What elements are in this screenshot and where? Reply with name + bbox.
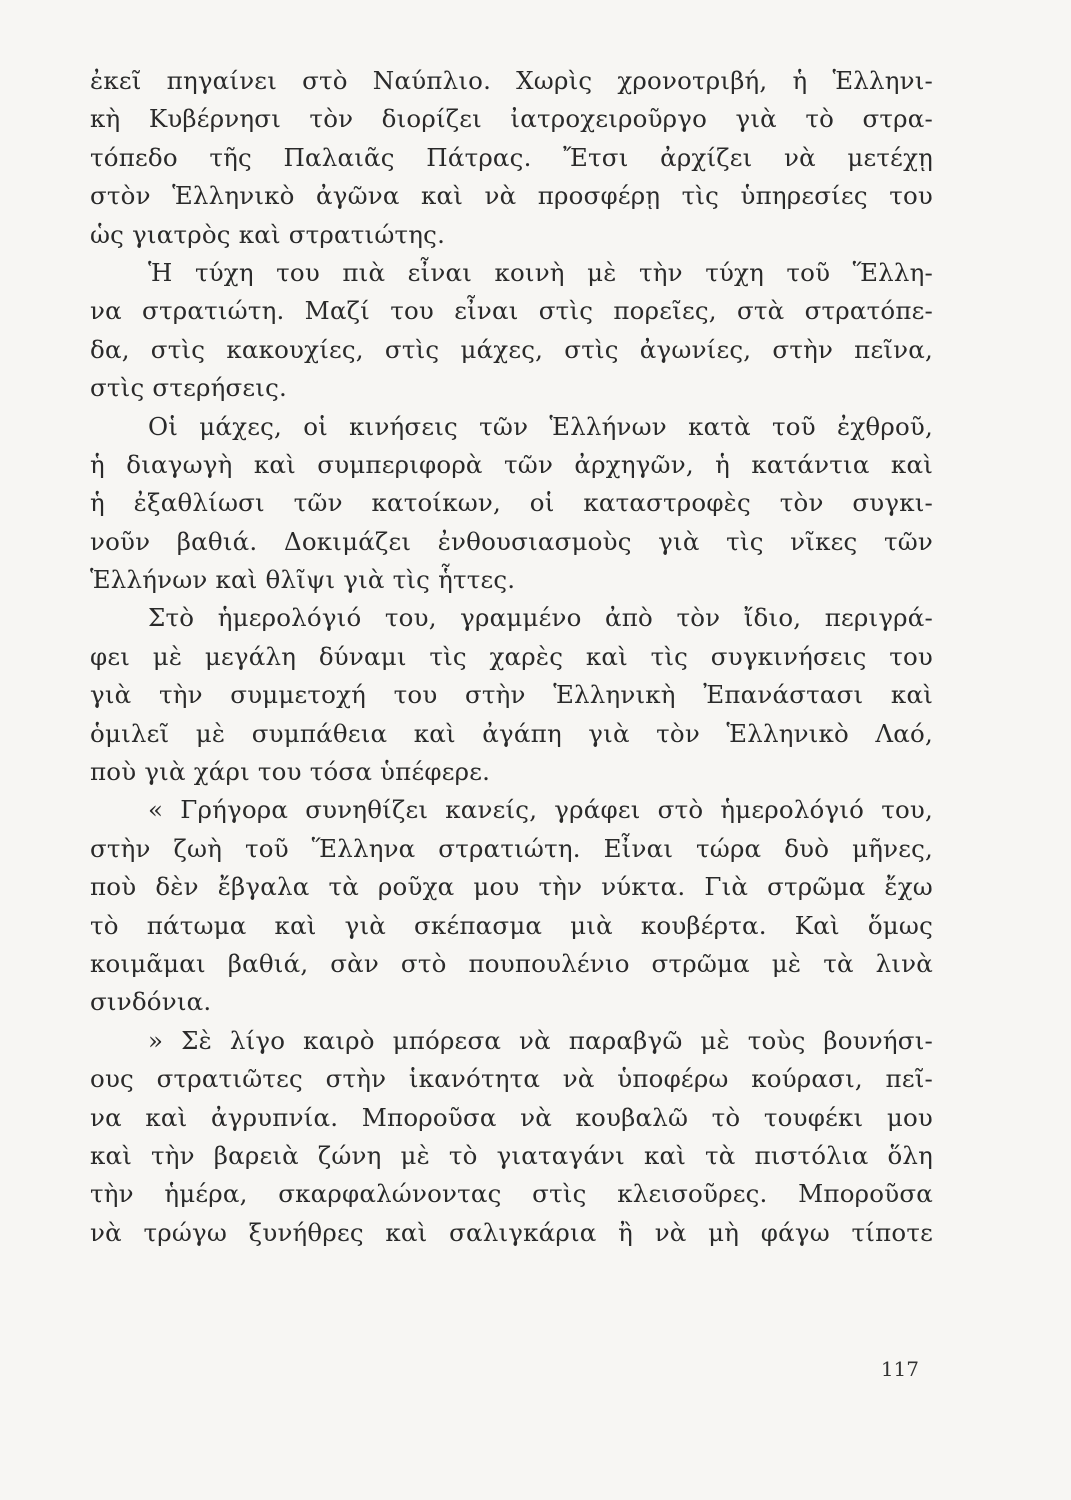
text-line: » Σὲ λίγο καιρὸ μπόρεσα νὰ παραβγῶ μὲ τοὺς βουνήσι- bbox=[148, 1025, 933, 1055]
text-line: ἡ διαγωγὴ καὶ συμπεριφορὰ τῶν ἀρχηγῶν, ἡ κατάντια καὶ bbox=[90, 449, 933, 479]
text-line: φει μὲ μεγάλη δύναμι τὶς χαρὲς καὶ τὶς συγκινήσεις του bbox=[90, 641, 933, 671]
text-line: Οἱ μάχες, οἱ κινήσεις τῶν Ἑλλήνων κατὰ τοῦ ἐχθροῦ, bbox=[148, 411, 933, 441]
text-line: ποὺ δὲν ἔβγαλα τὰ ροῦχα μου τὴν νύκτα. Γιὰ στρῶμα ἔχω bbox=[90, 872, 933, 902]
text-line: να στρατιώτη. Μαζί του εἶναι στὶς πορεῖες, στὰ στρατόπε- bbox=[90, 296, 933, 326]
text-line: « Γρήγορα συνηθίζει κανείς, γράφει στὸ ἡμερολόγιό του, bbox=[148, 795, 933, 825]
text-line: ὡς γιατρὸς καὶ στρατιώτης. bbox=[90, 219, 446, 249]
text-line: σινδόνια. bbox=[90, 987, 212, 1017]
text-line: στὴν ζωὴ τοῦ Ἕλληνα στρατιώτη. Εἶναι τώρα δυὸ μῆνες, bbox=[90, 833, 933, 863]
text-line: Ἡ τύχη του πιὰ εἶναι κοινὴ μὲ τὴν τύχη τοῦ Ἕλλη- bbox=[148, 257, 933, 287]
text-line: νοῦν βαθιά. Δοκιμάζει ἐνθουσιασμοὺς γιὰ τὶς νῖκες τῶν bbox=[90, 526, 933, 556]
text-line: γιὰ τὴν συμμετοχή του στὴν Ἑλληνικὴ Ἐπανάστασι καὶ bbox=[90, 680, 933, 710]
text-line: τὴν ἡμέρα, σκαρφαλώνοντας στὶς κλεισοῦρες. Μποροῦσα bbox=[90, 1179, 933, 1209]
text-line: ποὺ γιὰ χάρι του τόσα ὑπέφερε. bbox=[90, 757, 491, 787]
text-line: καὶ τὴν βαρειὰ ζώνη μὲ τὸ γιαταγάνι καὶ τὰ πιστόλια ὅλη bbox=[90, 1140, 933, 1170]
text-line: ἐκεῖ πηγαίνει στὸ Ναύπλιο. Χωρὶς χρονοτριβή, ἡ Ἑλληνι- bbox=[90, 66, 933, 95]
text-line: στὸν Ἑλληνικὸ ἀγῶνα καὶ νὰ προσφέρῃ τὶς ὑπηρεσίες του bbox=[90, 181, 933, 211]
text-line: κὴ Κυβέρνησι τὸν διορίζει ἰατροχειροῦργο γιὰ τὸ στρα- bbox=[90, 104, 933, 134]
body-text bbox=[90, 62, 933, 1252]
page-number: 117 bbox=[880, 1357, 919, 1381]
text-line: ἡ ἐξαθλίωσι τῶν κατοίκων, οἱ καταστροφὲς τὸν συγκι- bbox=[90, 488, 933, 518]
text-line: κοιμᾶμαι βαθιά, σὰν στὸ πουπουλένιο στρῶμα μὲ τὰ λινὰ bbox=[90, 948, 933, 978]
text-line: στὶς στερήσεις. bbox=[90, 373, 287, 403]
text-line: τόπεδο τῆς Παλαιᾶς Πάτρας. Ἔτσι ἀρχίζει νὰ μετέχῃ bbox=[90, 142, 933, 172]
text-line: να καὶ ἀγρυπνία. Μποροῦσα νὰ κουβαλῶ τὸ τουφέκι μου bbox=[90, 1102, 933, 1132]
text-line: δα, στὶς κακουχίες, στὶς μάχες, στὶς ἀγωνίες, στὴν πεῖνα, bbox=[90, 334, 933, 364]
text-line: τὸ πάτωμα καὶ γιὰ σκέπασμα μιὰ κουβέρτα. Καὶ ὅμως bbox=[90, 910, 933, 940]
text-line: Στὸ ἡμερολόγιό του, γραμμένο ἀπὸ τὸν ἴδιο, περιγρά- bbox=[148, 603, 933, 633]
text-line: νὰ τρώγω ξυνήθρες καὶ σαλιγκάρια ἢ νὰ μὴ φάγω τίποτε bbox=[90, 1217, 933, 1247]
text-line: ὁμιλεῖ μὲ συμπάθεια καὶ ἀγάπη γιὰ τὸν Ἑλληνικὸ Λαό, bbox=[90, 718, 933, 748]
text-line: ους στρατιῶτες στὴν ἱκανότητα νὰ ὑποφέρω κούρασι, πεῖ- bbox=[90, 1064, 933, 1094]
text-line: Ἑλλήνων καὶ θλῖψι γιὰ τὶς ἧττες. bbox=[90, 565, 516, 595]
